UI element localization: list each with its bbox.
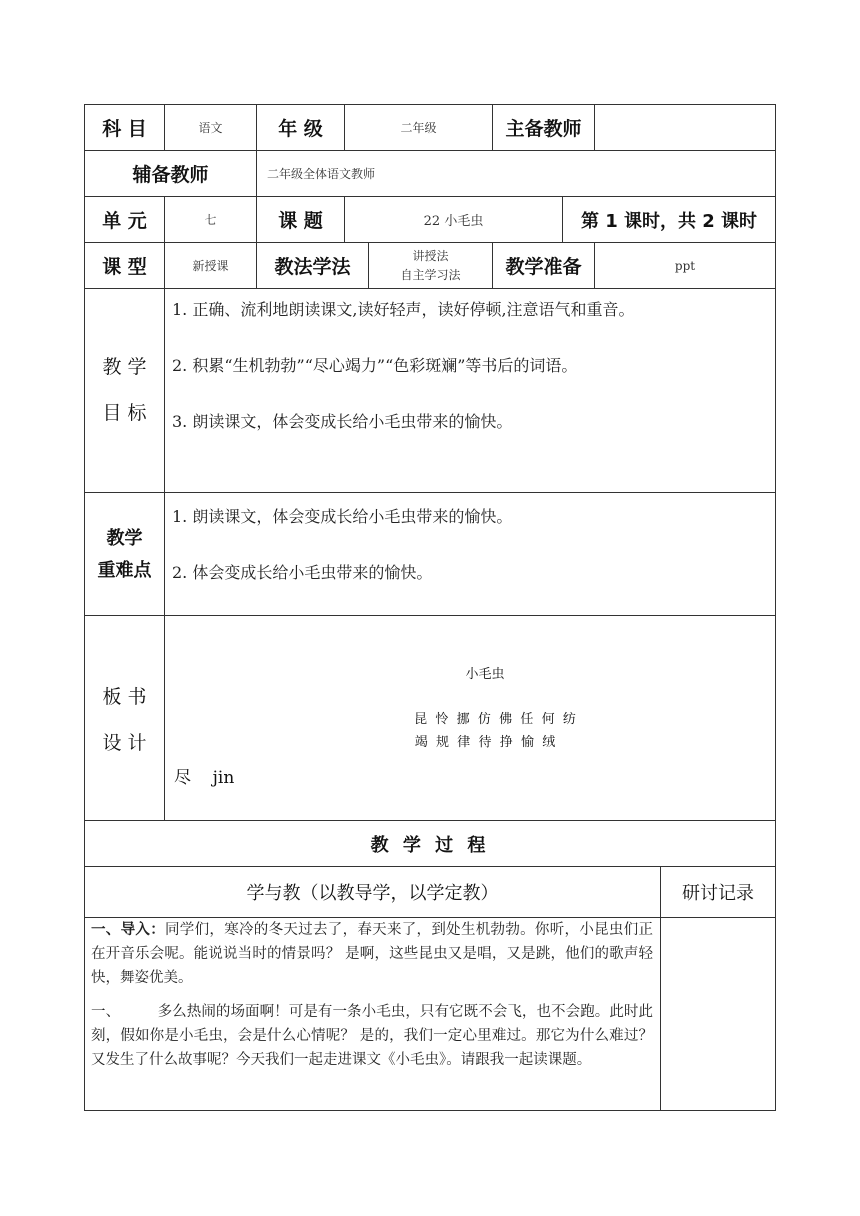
row-divider	[84, 288, 776, 289]
process-step-paragraph: 一、 多么热闹的场面啊！可是有一条小毛虫，只有它既不会飞，也不会跑。此时此刻，假如你是小毛虫，会是什么心情呢？ 是的，我们一定心里难过。那它为什么难过？又发生了什么故事呢？今天我们一起走进课文《小毛虫》。请跟我一起读课题。	[91, 1004, 653, 1068]
row-divider	[84, 492, 776, 493]
board-label	[85, 670, 164, 770]
objective-item: 1. 正确、流利地朗读课文,读好轻声，读好停顿,注意语气和重音。	[172, 300, 635, 319]
key-point-item: 1. 朗读课文，体会变成长给小毛虫带来的愉快。	[172, 507, 513, 526]
prep-value: ppt	[674, 258, 696, 273]
objectives-label-line: 教 学	[102, 356, 147, 378]
method-value: 自主学习法	[400, 267, 461, 282]
process-intro-lead: 一、导入：	[91, 921, 165, 938]
process-title: 教 学 过 程	[370, 834, 490, 856]
key-points-label-line: 重难点	[97, 560, 152, 581]
lesson-count: 第 1 课时，共 2 课时	[580, 210, 758, 232]
assist-teacher-value: 二年级全体语文教师	[267, 167, 376, 181]
board-label-line: 板 书	[102, 686, 147, 708]
row-divider	[84, 615, 776, 616]
lead-teacher-value	[595, 105, 775, 150]
key-points-label	[85, 520, 164, 590]
process-main-column-header: 学与教（以教导学，以学定教）	[246, 883, 499, 904]
board-row: 竭 规 律 待 挣 愉 绒	[414, 734, 556, 750]
objective-item: 3. 朗读课文，体会变成长给小毛虫带来的愉快。	[172, 412, 513, 431]
lead-teacher-label: 主备教师	[505, 118, 582, 140]
key-point-item: 2. 体会变成长给小毛虫带来的愉快。	[172, 563, 433, 582]
unit-label: 单 元	[102, 210, 147, 232]
table-border-bottom	[84, 1110, 776, 1111]
board-row: 昆 怜 挪 仿 佛 任 何 纺	[414, 711, 576, 727]
board-title: 小毛虫	[465, 666, 505, 682]
lesson-type-value: 新授课	[192, 259, 229, 273]
topic-label: 课 题	[278, 210, 323, 232]
method-value: 讲授法	[412, 248, 449, 263]
process-intro-text: 同学们，寒冷的冬天过去了，春天来了，到处生机勃勃。你听，小昆虫们正在开音乐会呢。能说说当时的情景吗？ 是啊，这些昆虫又是唱，又是跳，他们的歌声轻快，舞姿优美。	[91, 922, 654, 986]
lesson-type-label: 课 型	[102, 256, 147, 278]
key-points-label-line: 教学	[106, 528, 143, 549]
subject-label: 科 目	[102, 118, 147, 140]
board-label-line: 设 计	[102, 732, 147, 754]
table-border-right	[775, 104, 776, 1111]
objective-item: 2. 积累“生机勃勃”“尽心竭力”“色彩斑斓”等书后的词语。	[172, 356, 578, 375]
method-label: 教法学法	[274, 256, 351, 278]
process-notes-column-header: 研讨记录	[682, 883, 754, 904]
unit-value: 七	[204, 213, 217, 227]
subject-value: 语文	[198, 121, 223, 135]
objectives-label-line: 目 标	[102, 402, 147, 424]
process-intro-paragraph	[91, 918, 653, 990]
grade-value: 二年级	[400, 121, 437, 135]
prep-label: 教学准备	[505, 256, 582, 278]
method-values	[369, 243, 492, 288]
board-note: 尽 jin	[174, 768, 235, 788]
grade-label: 年 级	[278, 118, 323, 140]
assist-teacher-label: 辅备教师	[132, 164, 209, 186]
topic-value: 22 小毛虫	[423, 214, 484, 229]
objectives-label	[85, 340, 164, 440]
